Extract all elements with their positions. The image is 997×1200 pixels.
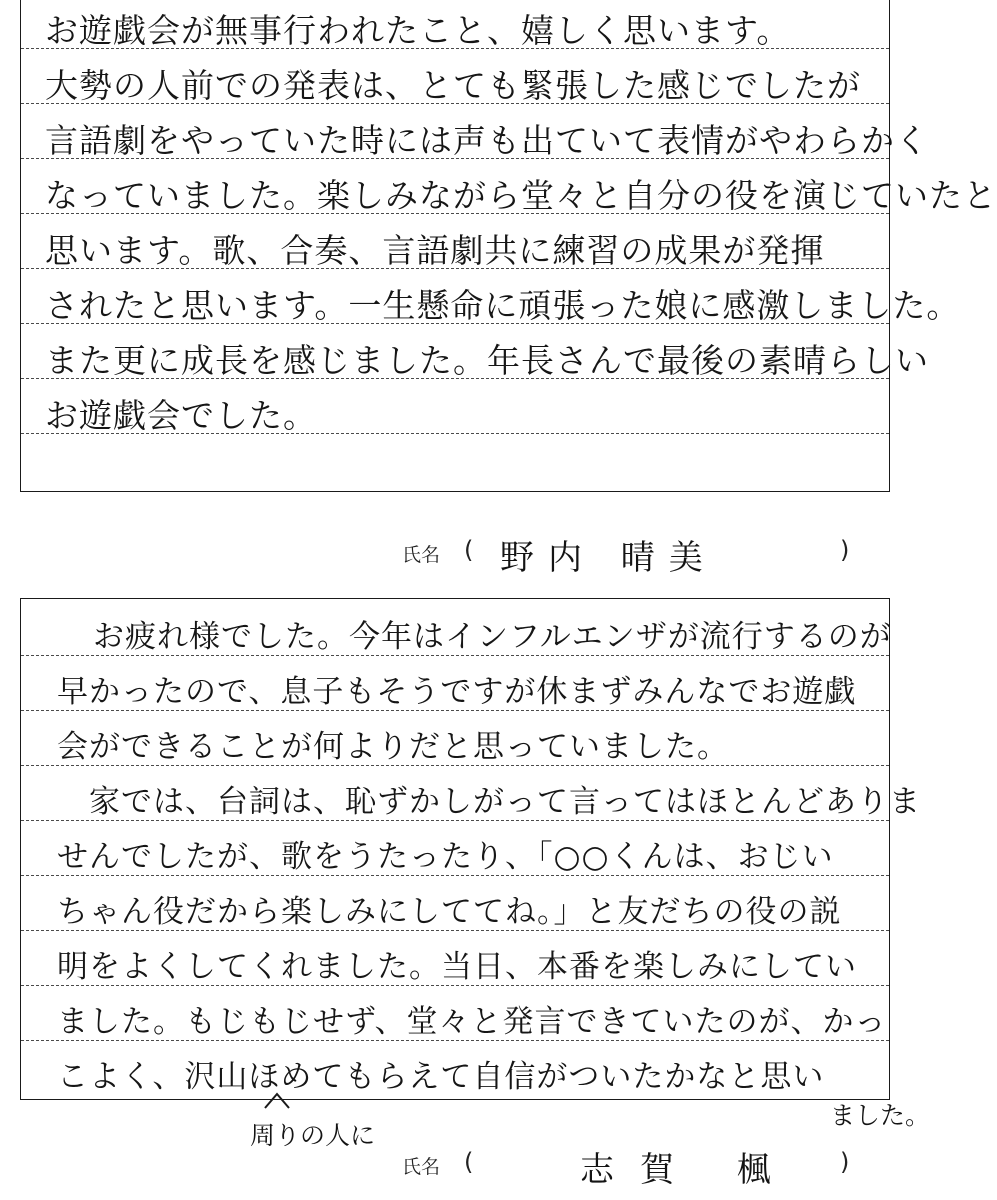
comment-line: 会ができることが何よりだと思っていました。 xyxy=(57,729,729,765)
comment-line: 早かったので、息子もそうですが休まずみんなでお遊戯 xyxy=(57,674,857,710)
comment-line: ちゃん役だから楽しみにしててね。」と友だちの役の説 xyxy=(57,894,842,930)
signature-row-1 xyxy=(0,530,978,578)
comment-line: ました。もじもじせず、堂々と発言できていたのが、かっ xyxy=(57,1004,887,1040)
comment-line: 大勢の人前での発表は、とても緊張した感じでしたが xyxy=(45,66,861,105)
overflow-text: ました。 xyxy=(830,1101,931,1130)
comment-line: せんでしたが、歌をうたったり、「○○くんは、おじい xyxy=(57,839,834,875)
parent-name: 志賀 楓 xyxy=(580,1150,797,1190)
signature-row-2 xyxy=(0,1142,978,1190)
comment-line: お遊戯会が無事行われたこと、嬉しく思います。 xyxy=(45,11,791,50)
close-paren: ) xyxy=(840,1148,850,1176)
name-label: 氏名 xyxy=(402,544,441,566)
comment-line: また更に成長を感じました。年長さんで最後の素晴らしい xyxy=(45,341,929,380)
comment-line: 明をよくしてくれました。当日、本番を楽しみにしてい xyxy=(57,949,857,985)
comment-line: されたと思います。一生懸命に頑張った娘に感激しました。 xyxy=(45,286,961,325)
parent-name: 野内 晴美 xyxy=(500,538,717,578)
comment-box-2 xyxy=(20,598,921,1100)
open-paren: ( xyxy=(464,536,474,564)
comment-line: お遊戯会でした。 xyxy=(45,396,317,435)
open-paren: ( xyxy=(464,1148,474,1176)
close-paren: ) xyxy=(840,536,850,564)
comment-line: 家では、台詞は、恥ずかしがって言ってはほとんどありま xyxy=(89,784,921,820)
comment-line: なっていました。楽しみながら堂々と自分の役を演じていたと xyxy=(45,176,997,215)
comment-line: こよく、沢山ほめてもらえて自信がついたかなと思い xyxy=(57,1059,825,1095)
comment-line: 思います。歌、合奏、言語劇共に練習の成果が発揮 xyxy=(45,231,825,270)
insertion-caret xyxy=(262,1090,292,1112)
inserted-text: 周りの人に xyxy=(250,1121,376,1150)
comment-line: お疲れ様でした。今年はインフルエンザが流行するのが xyxy=(93,619,892,655)
name-label: 氏名 xyxy=(402,1156,441,1178)
comment-box-1 xyxy=(20,0,997,492)
comment-line: 言語劇をやっていた時には声も出ていて表情がやわらかく xyxy=(45,121,929,160)
